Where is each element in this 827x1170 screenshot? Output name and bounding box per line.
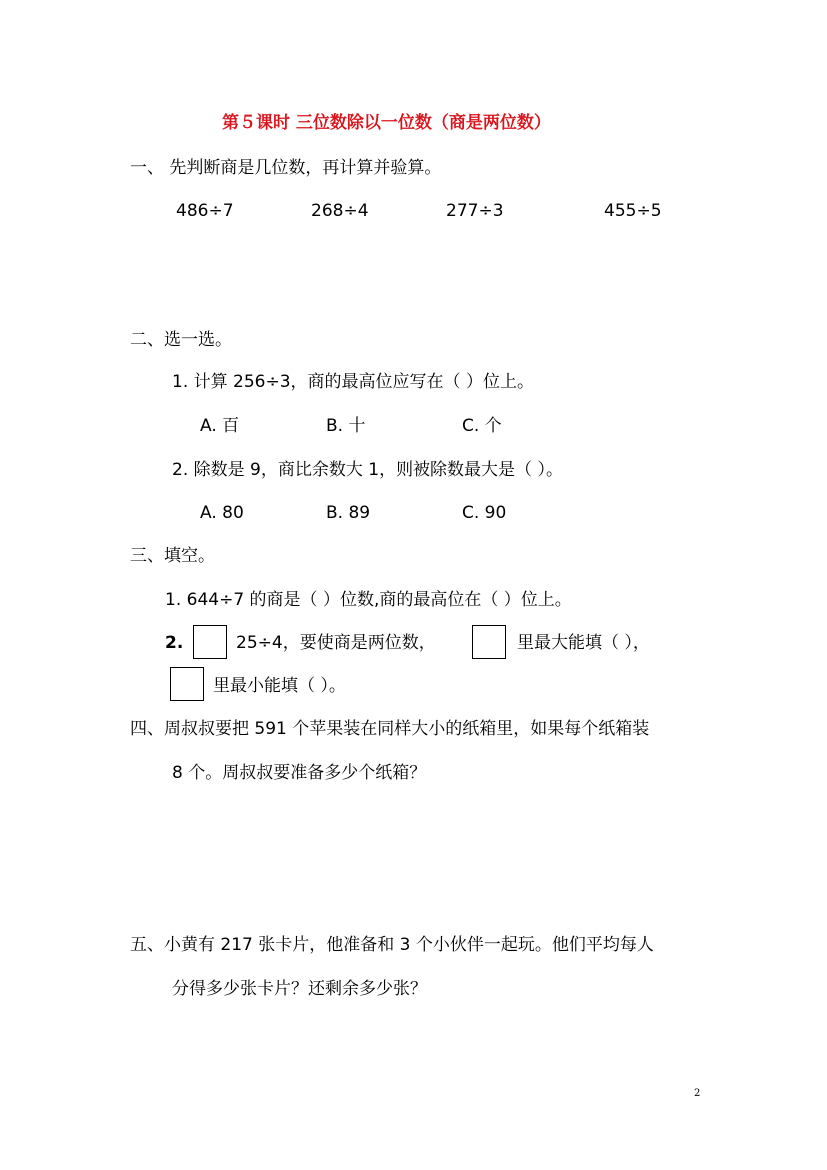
s3-question-2-number: 2. <box>165 633 184 653</box>
section-1-heading: 一、 先判断商是几位数，再计算并验算。 <box>130 158 442 178</box>
problem-1: 486÷7 <box>176 201 234 221</box>
problem-2: 268÷4 <box>311 201 369 221</box>
s2-q2-option-b: B. 89 <box>326 503 371 523</box>
s2-q2-option-a: A. 80 <box>200 503 244 523</box>
page-number: 2 <box>694 1088 701 1099</box>
section-4-line-1: 四、周叔叔要把 591 个苹果装在同样大小的纸箱里，如果每个纸箱装 <box>130 719 650 739</box>
s3-q2-text-a: 25÷4，要使商是两位数， <box>236 633 436 653</box>
section-3-heading: 三、填空。 <box>130 546 215 566</box>
answer-box[interactable] <box>170 667 204 701</box>
s2-question-1: 1. 计算 256÷3，商的最高位应写在（ ）位上。 <box>172 372 534 392</box>
s2-q1-option-a: A. 百 <box>200 416 240 436</box>
problem-4: 455÷5 <box>604 201 662 221</box>
s3-q2-text-c: 里最小能填（ ）。 <box>213 676 346 696</box>
s3-q2-text-b: 里最大能填（ ）， <box>517 633 650 653</box>
section-2-heading: 二、选一选。 <box>130 330 232 350</box>
s2-q1-option-c: C. 个 <box>462 416 502 436</box>
s2-question-2: 2. 除数是 9，商比余数大 1，则被除数最大是（ ）。 <box>172 460 563 480</box>
page-title: 第５课时 三位数除以一位数（商是两位数） <box>222 113 551 133</box>
s3-question-1: 1. 644÷7 的商是（ ）位数,商的最高位在（ ）位上。 <box>165 590 572 610</box>
problem-3: 277÷3 <box>446 201 504 221</box>
answer-box[interactable] <box>472 625 506 659</box>
section-5-line-2: 分得多少张卡片？还剩余多少张？ <box>172 979 427 999</box>
s2-q1-option-b: B. 十 <box>326 416 366 436</box>
section-5-line-1: 五、小黄有 217 张卡片，他准备和 3 个小伙伴一起玩。他们平均每人 <box>130 935 654 955</box>
answer-box[interactable] <box>193 625 227 659</box>
s2-q2-option-c: C. 90 <box>462 503 507 523</box>
section-4-line-2: 8 个。周叔叔要准备多少个纸箱？ <box>172 763 427 783</box>
